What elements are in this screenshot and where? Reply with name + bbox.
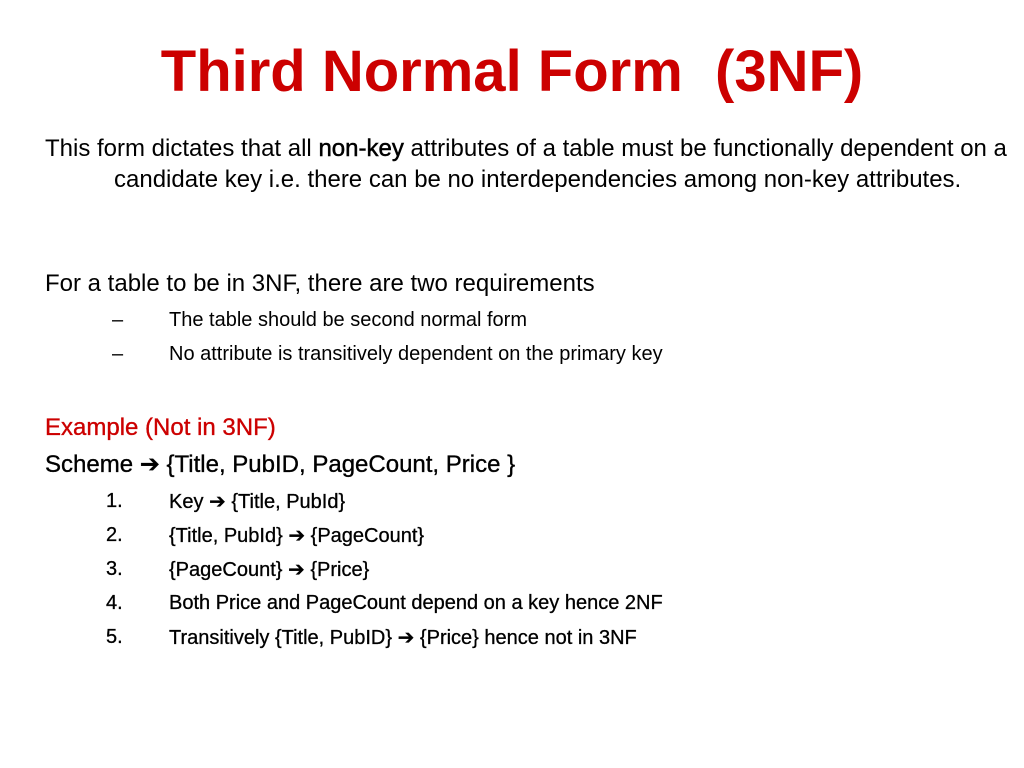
scheme-label: Scheme bbox=[45, 451, 140, 478]
intro-text-after: attributes of a table must be functionally dependent on a candidate key i.e. there can be no interdependencies among non-key attributes. bbox=[114, 135, 1007, 193]
step-number: 5. bbox=[106, 626, 123, 648]
intro-text-before: This form dictates that all bbox=[45, 135, 319, 162]
right-arrow-icon: ➔ bbox=[209, 489, 226, 513]
step-number: 1. bbox=[106, 490, 123, 512]
requirements-lead: For a table to be in 3NF, there are two requirements bbox=[45, 270, 595, 297]
step-text bbox=[169, 624, 637, 651]
right-arrow-icon: ➔ bbox=[288, 557, 305, 581]
step-text-before: Key bbox=[169, 491, 210, 513]
step-text bbox=[169, 488, 345, 515]
step-number: 3. bbox=[106, 558, 123, 580]
requirement-text: The table should be second normal form bbox=[169, 309, 527, 331]
requirement-text: No attribute is transitively dependent on the primary key bbox=[169, 343, 663, 365]
dash-marker: – bbox=[112, 309, 124, 331]
right-arrow-icon: ➔ bbox=[139, 450, 160, 478]
step-text bbox=[169, 556, 369, 583]
right-arrow-icon: ➔ bbox=[397, 625, 415, 649]
step-text-after: {Price} hence not in 3NF bbox=[414, 627, 637, 649]
intro-paragraph bbox=[45, 133, 1024, 195]
step-text-after: {Price} bbox=[304, 559, 370, 581]
dash-marker: – bbox=[112, 343, 124, 365]
step-text-after: {Title, PubId} bbox=[225, 491, 346, 513]
slide-title: Third Normal Form (3NF) bbox=[160, 39, 864, 104]
step-text-before: Transitively {Title, PubID} bbox=[169, 627, 398, 649]
step-text-before: {PageCount} bbox=[169, 559, 288, 581]
right-arrow-icon: ➔ bbox=[288, 523, 306, 547]
step-text bbox=[169, 522, 424, 549]
step-text-after: {PageCount} bbox=[305, 525, 425, 547]
intro-emphasis-non-key: non-key bbox=[318, 135, 404, 162]
example-heading: Example (Not in 3NF) bbox=[45, 414, 276, 441]
step-text-before: Both Price and PageCount depend on a key hence 2NF bbox=[169, 592, 663, 614]
step-number: 4. bbox=[106, 592, 123, 614]
step-number: 2. bbox=[106, 524, 123, 546]
step-text bbox=[169, 590, 663, 616]
step-text-before: {Title, PubId} bbox=[169, 525, 289, 547]
scheme-value: {Title, PubID, PageCount, Price } bbox=[159, 451, 516, 478]
scheme-line bbox=[45, 449, 515, 480]
